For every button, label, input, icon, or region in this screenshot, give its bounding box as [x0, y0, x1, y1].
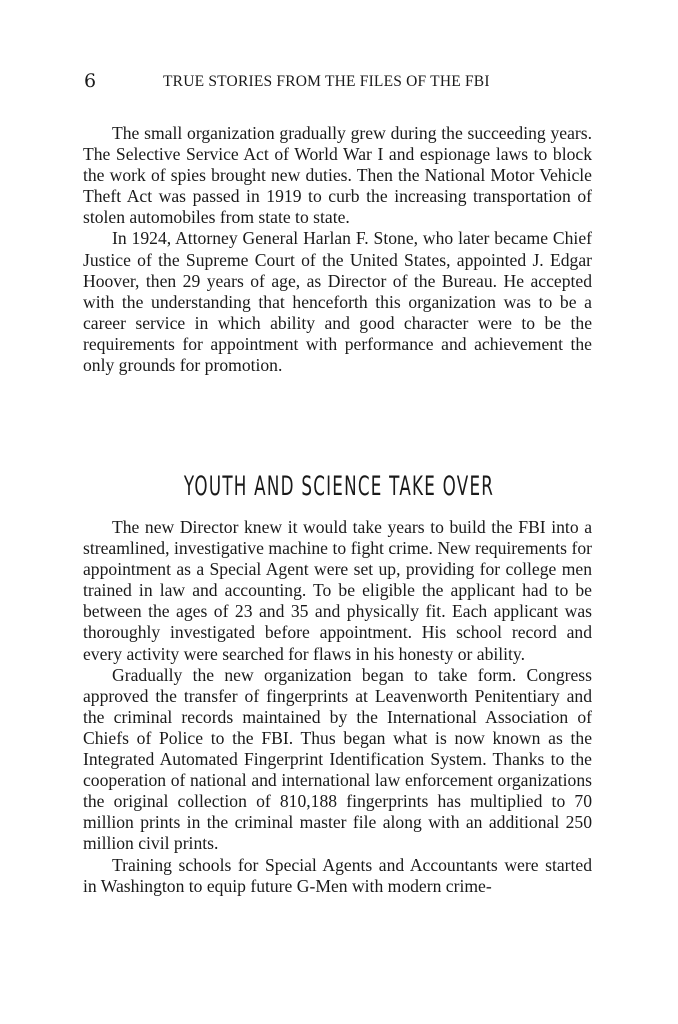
paragraph: Gradually the new organization began to take form. Congress approved the transfer of fingerprints at Leavenworth Penitentiary and the criminal records maintained by the International Association of Chiefs of Police to the FBI. Thus began what is now known as the Integrated Automated Fingerprint Identification System. Thanks to the cooperation of national and international law enforcement organizations the original collection of 810,188 fingerprints has multiplied to 70 million prints in the criminal master file along with an additional 250 million civil prints. — [83, 664, 592, 854]
page-number: 6 — [84, 70, 97, 92]
paragraph: The small organization gradually grew during the succeeding years. The Selective Service Act of World War I and espionage laws to block the work of spies brought new duties. Then the National Motor Vehicle Theft Act was passed in 1919 to curb the increasing transportation of stolen automobiles from state to state. — [83, 123, 592, 228]
paragraph: Training schools for Special Agents and Accountants were started in Washington to equip future G-Men with modern crime- — [83, 854, 592, 896]
running-head: TRUE STORIES FROM THE FILES OF THE FBI — [163, 73, 490, 90]
paragraph: The new Director knew it would take years to build the FBI into a streamlined, investigative machine to fight crime. New requirements for appointment as a Special Agent were set up, providing for college men trained in law and accounting. To be eligible the applicant had to be between the ages of 23 and 35 and physically fit. Each applicant was thoroughly investigated before appointment. His school record and every activity were searched for flaws in his honesty or ability. — [83, 517, 592, 664]
body-text-section-one — [83, 123, 592, 376]
section-heading: YOUTH AND SCIENCE TAKE OVER — [183, 471, 495, 502]
body-text-section-two — [83, 517, 592, 897]
paragraph: In 1924, Attorney General Harlan F. Stone, who later became Chief Justice of the Supreme Court of the United States, appointed J. Edgar Hoover, then 29 years of age, as Director of the Bureau. He accepted with the understanding that henceforth this organization was to be a career service in which ability and good character were to be the requirements for appointment with performance and achievement the only grounds for promotion. — [83, 228, 592, 376]
